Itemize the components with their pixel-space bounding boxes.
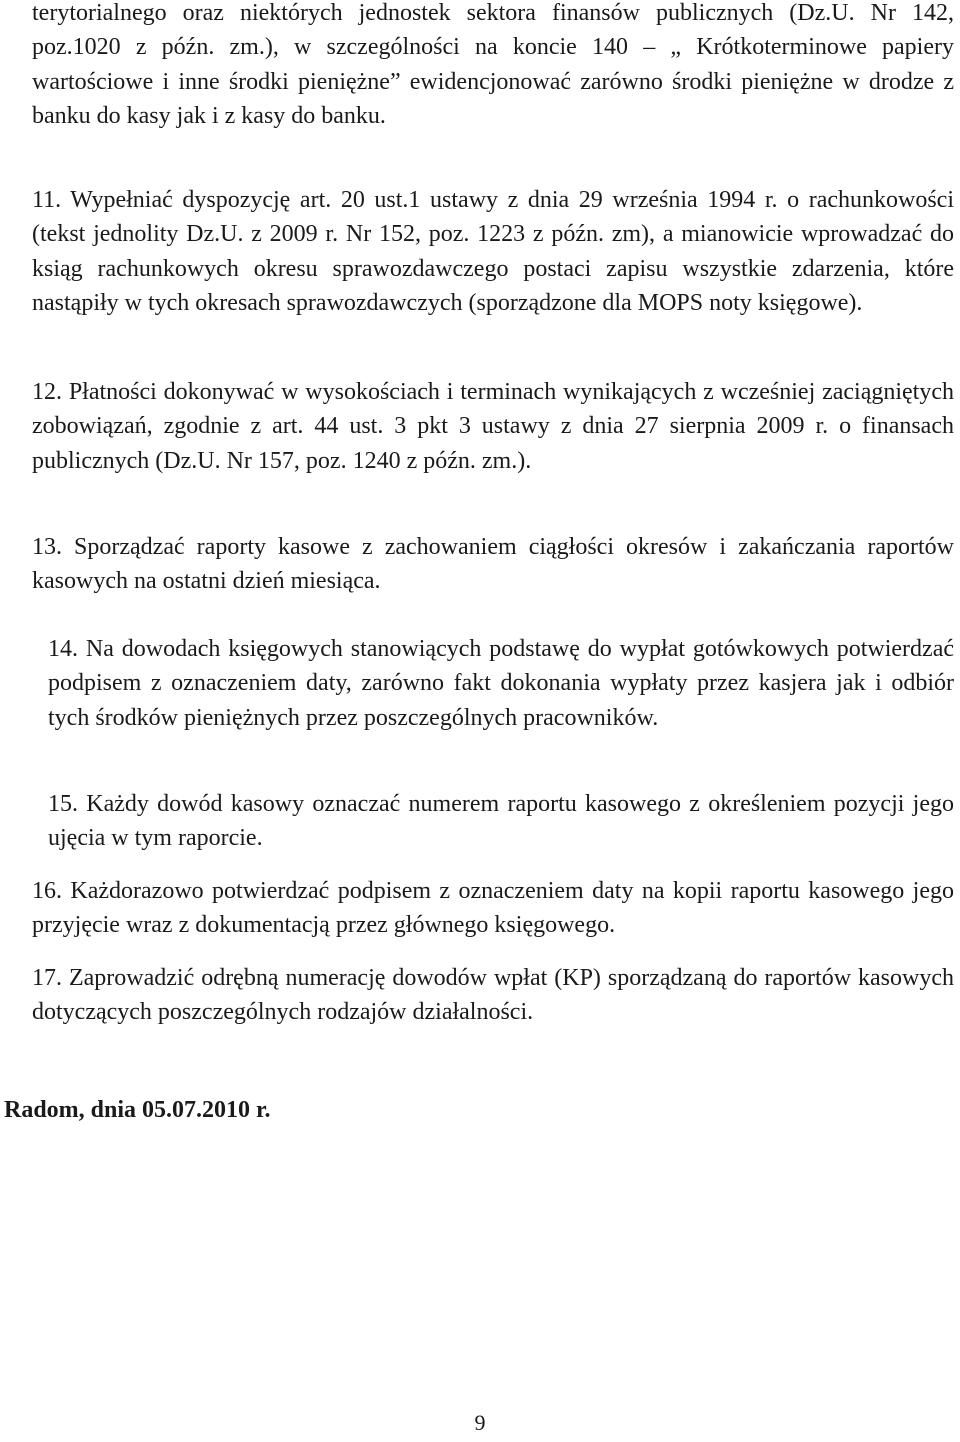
item-14-number: 14. (48, 636, 78, 662)
item-16-number: 16. (32, 878, 62, 904)
item-11-paragraph (32, 183, 954, 320)
item-16-text: Każdorazowo potwierdzać podpisem z oznaczeniem daty na kopii raportu kasowego jego przyjęcie wraz z dokumentacją przez głównego księgowego. (32, 878, 954, 939)
item-17-text: Zaprowadzić odrębną numerację dowodów wpłat (KP) sporządzaną do raportów kasowych dotyczących poszczególnych rodzajów działalności. (32, 965, 954, 1026)
item-11-number: 11. (32, 187, 62, 213)
item-11-text: Wypełniać dyspozycję art. 20 ust.1 ustawy z dnia 29 września 1994 r. o rachunkowości (tekst jednolity Dz.U. z 2009 r. Nr 152, poz. 1223 z późn. zm), a mianowicie wprowadzać do ksiąg rachunkowych okresu sprawozdawczego postaci zapisu wszystkie zdarzenia, które nastąpiły w tych okresach sprawozdawczych (sporządzone dla MOPS noty księgowe). (32, 187, 954, 316)
page-number: 9 (474, 1410, 486, 1435)
item-12-number: 12. (32, 379, 62, 405)
item-14-paragraph (48, 632, 954, 735)
item-15-number: 15. (48, 791, 78, 817)
item-17-number: 17. (32, 965, 62, 991)
item-13-text: Sporządzać raporty kasowe z zachowaniem ciągłości okresów i zakańczania raportów kasowych na ostatni dzień miesiąca. (32, 534, 954, 595)
item-15-paragraph (48, 787, 954, 856)
intro-paragraph: terytorialnego oraz niektórych jednostek sektora finansów publicznych (Dz.U. Nr 142, poz.1020 z późn. zm.), w szczególności na koncie 140 – „ Krótkoterminowe papiery wartościowe i inne środki pieniężne” ewidencjonować zarówno środki pieniężne w drodze z banku do kasy jak i z kasy do banku. (32, 0, 954, 129)
item-12-paragraph (32, 375, 954, 478)
item-13-paragraph (32, 530, 954, 599)
item-16-paragraph (32, 874, 954, 943)
item-17-paragraph (32, 961, 954, 1030)
item-12-text: Płatności dokonywać w wysokościach i terminach wynikających z wcześniej zaciągniętych zobowiązań, zgodnie z art. 44 ust. 3 pkt 3 ustawy z dnia 27 sierpnia 2009 r. o finansach publicznych (Dz.U. Nr 157, poz. 1240 z późn. zm.). (32, 379, 954, 474)
signature-place-date: Radom, dnia 05.07.2010 r. (4, 1097, 271, 1123)
item-13-number: 13. (32, 534, 62, 560)
item-15-text: Każdy dowód kasowy oznaczać numerem raportu kasowego z określeniem pozycji jego ujęcia w tym raporcie. (48, 791, 954, 852)
item-14-text: Na dowodach księgowych stanowiących podstawę do wypłat gotówkowych potwierdzać podpisem z oznaczeniem daty, zarówno fakt dokonania wypłaty przez kasjera jak i odbiór tych środków pieniężnych przez poszczególnych pracowników. (48, 636, 954, 731)
